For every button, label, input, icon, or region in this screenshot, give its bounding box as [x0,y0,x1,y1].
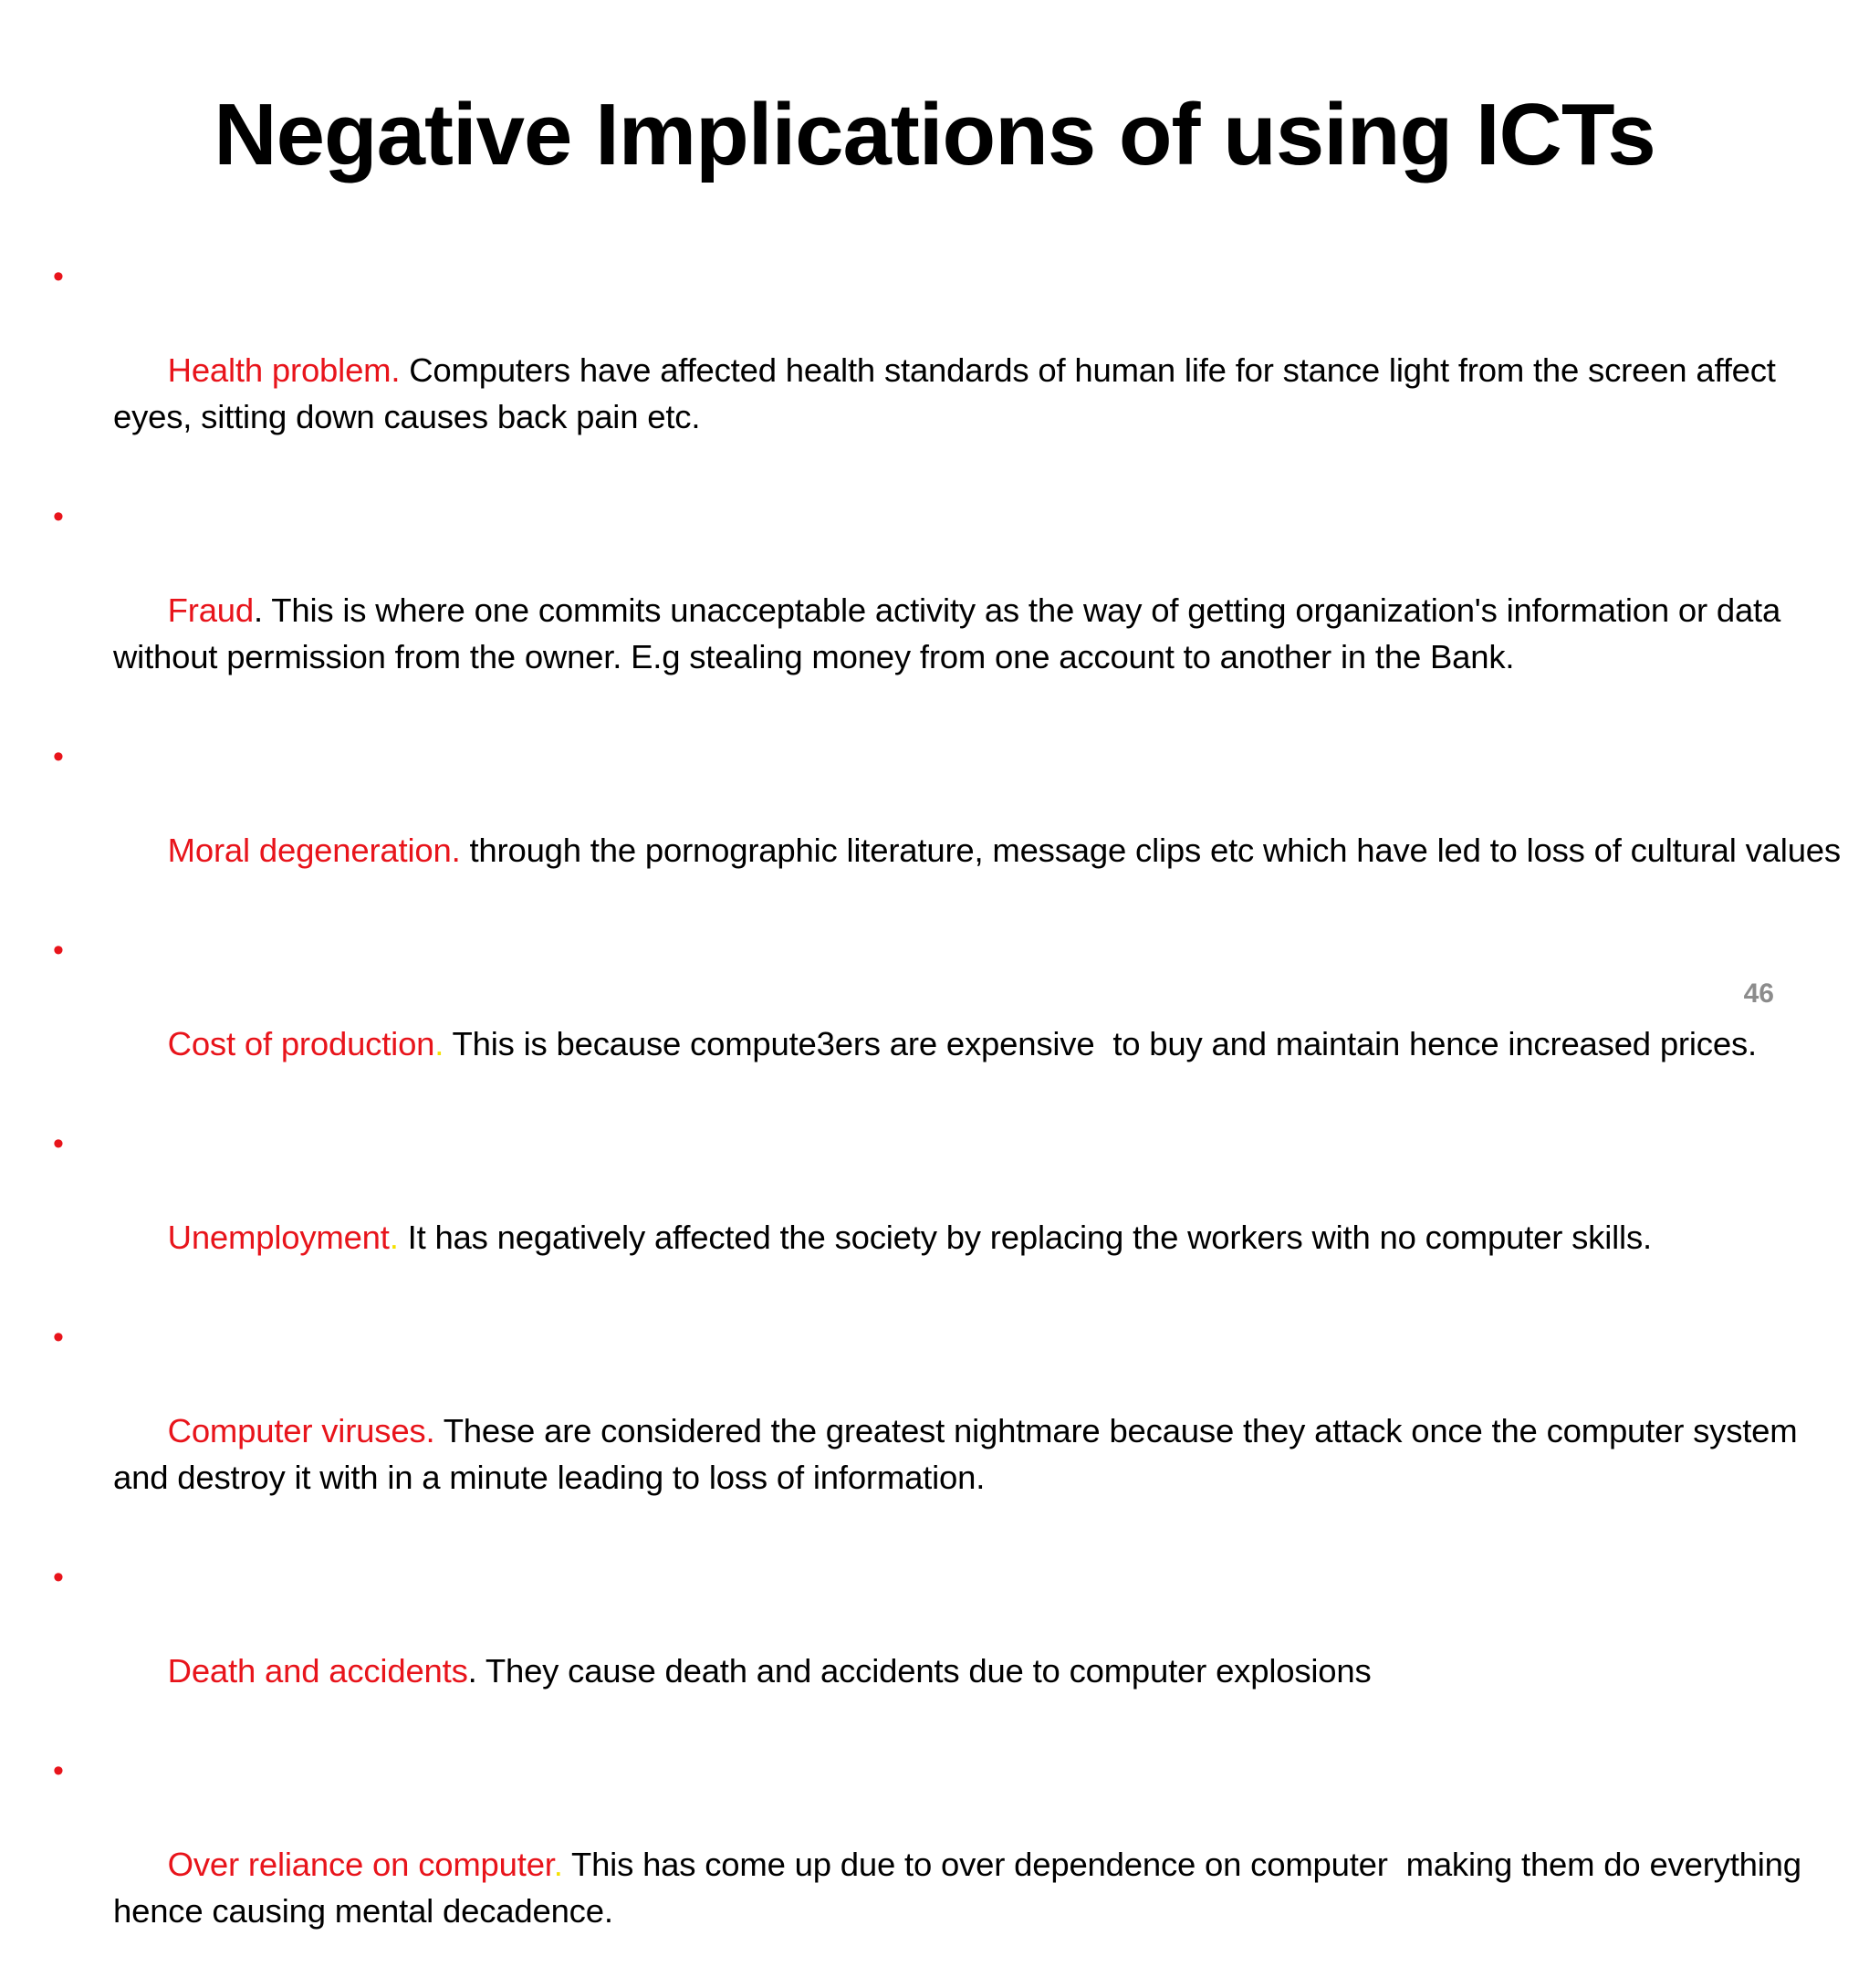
bullet-text: These are considered the greatest nightmare because they attack once the computer system and destroy it with in a minute leading to loss of information. [113,1412,1807,1496]
bullet-list [53,254,1842,1988]
bullet-term: Death and accidents [167,1652,468,1690]
bullet-separator: . [425,1412,435,1449]
bullet-text: This has come up due to over dependence on computer making them do everything hence causing mental decadence. [113,1846,1811,1930]
bullet-icon: • [53,259,64,294]
page-number: 46 [1743,978,1774,1009]
bullet-separator: . [451,832,461,869]
bullet-term: Over reliance on computer [167,1846,554,1883]
bullet-term: Cost of production [167,1025,435,1062]
bullet-item-fraud [53,494,1842,727]
bullet-text: This is because compute3ers are expensive to buy and maintain hence increased prices. [444,1025,1757,1062]
bullet-icon: • [53,1560,64,1595]
bullet-icon: • [53,1126,64,1161]
slide-title: Negative Implications of using ICTs [214,86,1655,183]
bullet-text: It has negatively affected the society by replacing the workers with no computer skills. [398,1219,1652,1256]
bullet-term: Computer viruses [167,1412,426,1449]
bullet-separator: . [434,1025,444,1062]
bullet-icon: • [53,739,64,774]
bullet-item-over-reliance [53,1748,1842,1981]
bullet-term: Unemployment [167,1219,390,1256]
bullet-icon: • [53,499,64,534]
bullet-text: through the pornographic literature, message clips etc which have led to loss of cultural values [460,832,1841,869]
bullet-separator: . [467,1652,477,1690]
bullet-separator: . [389,1219,399,1256]
bullet-term: Moral degeneration [167,832,452,869]
bullet-text: Computers have affected health standards of human life for stance light from the screen affect eyes, sitting down causes back pain etc. [113,351,1785,435]
bullet-item-death-and-accidents [53,1554,1842,1741]
bullet-separator: . [553,1846,563,1883]
bullet-text: This is where one commits unacceptable activity as the way of getting organization's information or data without permission from the owner. E.g stealing money from one account to another in the Bank. [113,591,1791,675]
bullet-icon: • [53,1320,64,1355]
bullet-term: Health problem [167,351,392,389]
bullet-item-moral-degeneration [53,734,1842,920]
bullet-item-cost-of-production [53,927,1842,1114]
bullet-icon: • [53,1753,64,1788]
bullet-term: Fraud [167,591,255,629]
bullet-icon: • [53,933,64,968]
bullet-text: They cause death and accidents due to computer explosions [476,1652,1372,1690]
bullet-item-computer-viruses [53,1314,1842,1547]
bullet-separator: . [391,351,401,389]
bullet-item-unemployment [53,1121,1842,1307]
bullet-separator: . [254,591,263,629]
bullet-item-health-problem [53,254,1842,487]
